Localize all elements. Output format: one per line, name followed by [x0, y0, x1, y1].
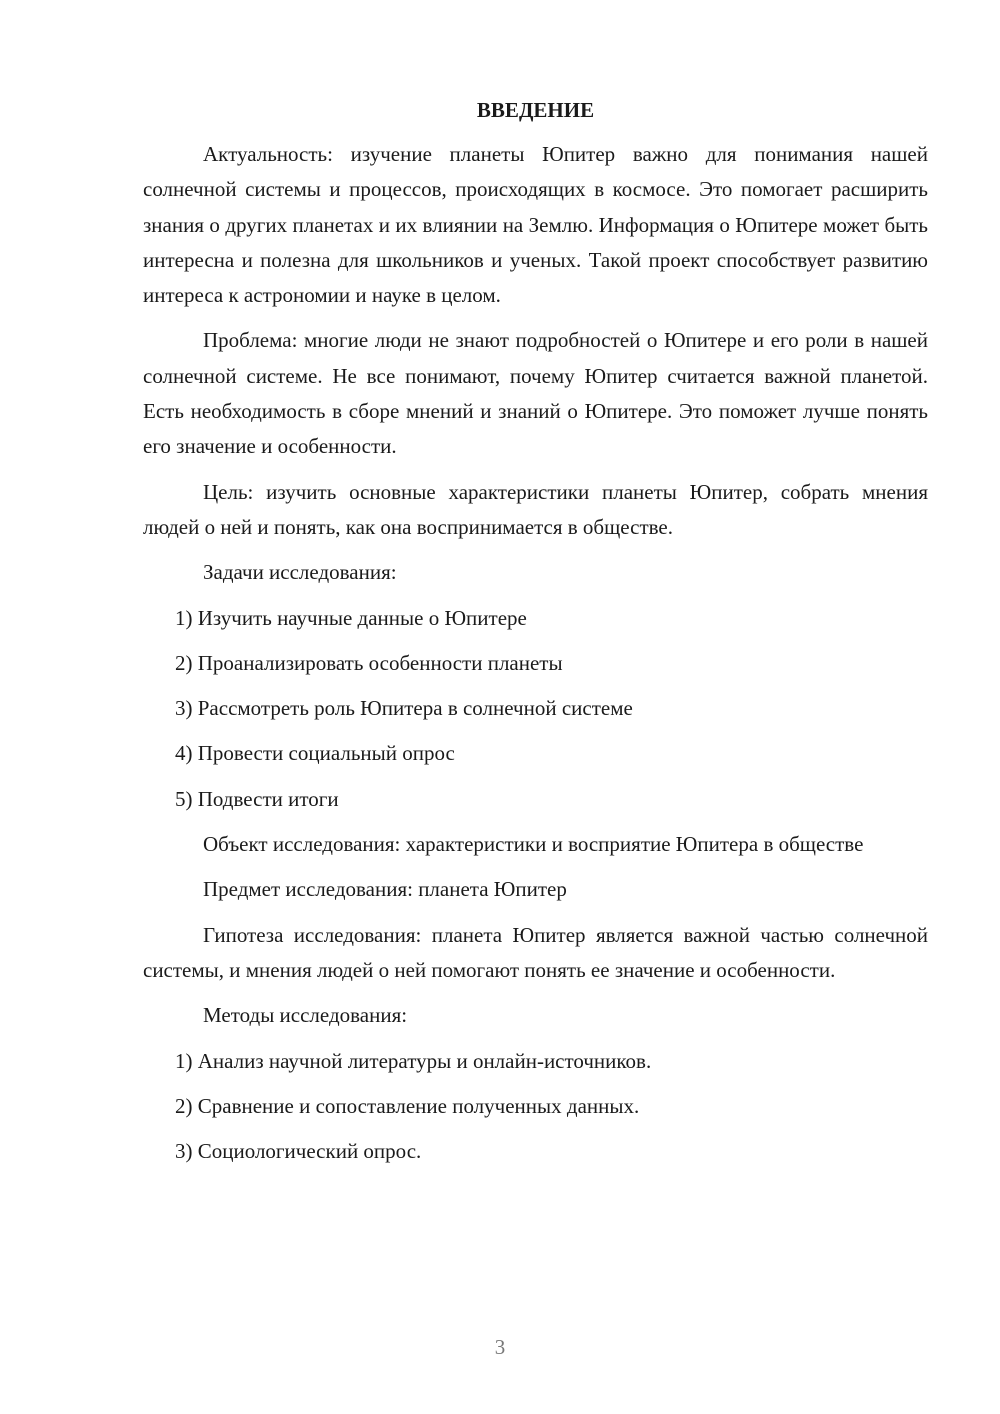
page-content [143, 95, 928, 1179]
tasks-heading: Задачи исследования: [203, 560, 397, 585]
hypothesis-paragraph: Гипотеза исследования: планета Юпитер является важной частью солнечной системы, и мнения людей о ней помогают понять ее значение и особенности. [143, 922, 928, 982]
relevance-paragraph: Актуальность: изучение планеты Юпитер важно для понимания нашей солнечной системы и процессов, происходящих в космосе. Это помогает расширить знания о других планетах и их влиянии на Землю. Информация о Юпитере может быть интересна и полезна для школьников и ученых. Такой проект способствует развитию интереса к астрономии и науке в целом. [143, 142, 928, 308]
list-item: 4) Провести социальный опрос [175, 741, 455, 766]
list-item: 2) Проанализировать особенности планеты [175, 650, 563, 675]
list-item: 5) Подвести итоги [175, 786, 339, 811]
page-number: 3 [494, 1335, 506, 1359]
section-heading: ВВЕДЕНИЕ [476, 98, 595, 122]
list-item: 3) Рассмотреть роль Юпитера в солнечной системе [175, 696, 633, 721]
list-item: 3) Социологический опрос. [175, 1139, 422, 1164]
goal-paragraph: Цель: изучить основные характеристики планеты Юпитер, собрать мнения людей о ней и понять, как она воспринимается в обществе. [143, 479, 928, 539]
object-paragraph: Объект исследования: характеристики и восприятие Юпитера в обществе [203, 832, 864, 857]
list-item: 1) Анализ научной литературы и онлайн-источников. [175, 1048, 652, 1073]
list-item: 2) Сравнение и сопоставление полученных данных. [175, 1093, 640, 1118]
list-item: 1) Изучить научные данные о Юпитере [175, 605, 527, 630]
methods-list [143, 1044, 928, 1170]
methods-heading: Методы исследования: [203, 1003, 408, 1028]
problem-paragraph: Проблема: многие люди не знают подробностей о Юпитере и его роли в нашей солнечной системе. Не все понимают, почему Юпитер считается важной планетой. Есть необходимость в сборе мнений и знаний о Юпитере. Это поможет лучше понять его значение и особенности. [143, 328, 928, 459]
tasks-list [143, 601, 928, 817]
subject-paragraph: Предмет исследования: планета Юпитер [203, 877, 567, 902]
